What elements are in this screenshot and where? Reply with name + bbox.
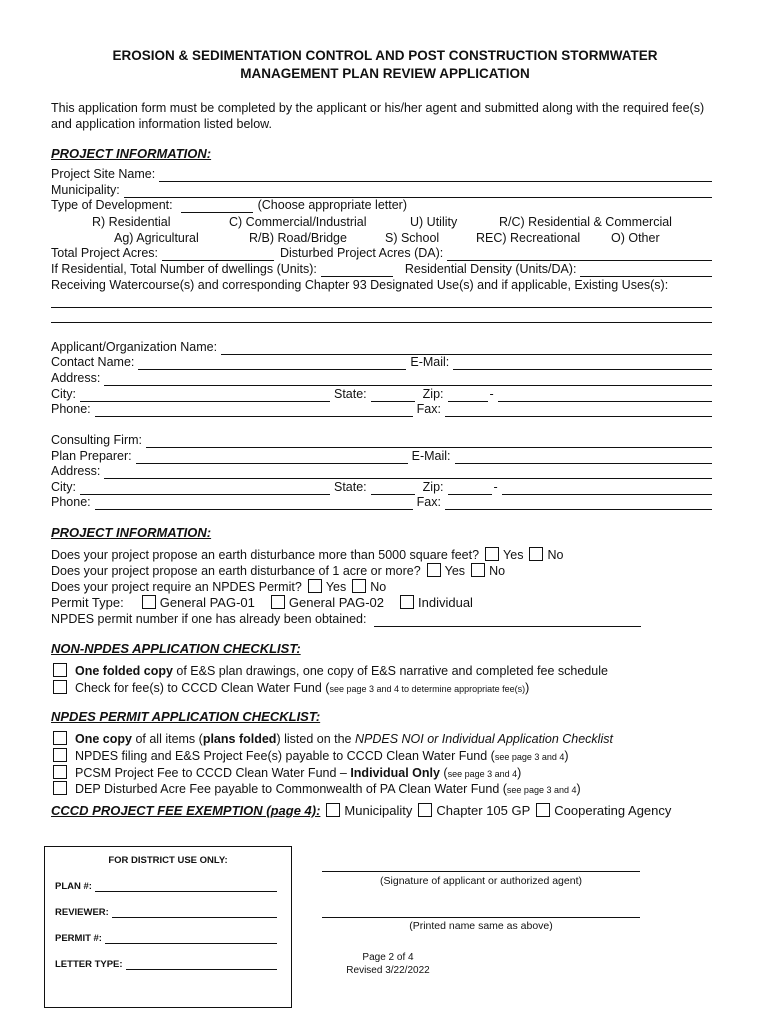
exemption-row <box>51 803 671 818</box>
non-npdes-item-1-text: of E&S plan drawings, one copy of E&S narrative and completed fee schedule <box>172 664 608 678</box>
q2-yes-checkbox[interactable] <box>427 563 441 577</box>
consultant-state-field[interactable] <box>371 483 415 495</box>
consultant-phone-label: Phone: <box>51 495 91 509</box>
district-plan-label: PLAN #: <box>55 881 92 892</box>
npdes-item-3: PCSM Project Fee to CCCD Clean Water Fund – Individual Only (see page 3 and 4) <box>51 765 521 780</box>
project-site-name-label: Project Site Name: <box>51 167 156 181</box>
applicant-phone-row <box>51 402 712 417</box>
intro-paragraph: This application form must be completed by the applicant or his/her agent and submitted along with the required fee(s) and application information listed below. <box>51 101 705 131</box>
consulting-firm-label: Consulting Firm: <box>51 433 142 447</box>
printed-name-field[interactable] <box>322 917 640 918</box>
q3-no-checkbox[interactable] <box>352 579 366 593</box>
project-site-name-field[interactable] <box>159 170 712 182</box>
npdes-heading: NPDES PERMIT APPLICATION CHECKLIST: <box>51 709 321 724</box>
revised-date: Revised 3/22/2022 <box>346 965 430 976</box>
applicant-zip-ext-field[interactable] <box>498 390 712 402</box>
q2-yes-label: Yes <box>444 564 466 578</box>
pag02-checkbox[interactable] <box>271 595 285 609</box>
option-commercial: C) Commercial/Industrial <box>229 215 367 229</box>
printed-name-caption: (Printed name same as above) <box>409 920 553 932</box>
district-plan-row <box>55 881 277 892</box>
plan-preparer-label: Plan Preparer: <box>51 449 132 463</box>
district-use-box <box>44 846 292 1008</box>
non-npdes-item-2 <box>51 680 529 695</box>
q3-row <box>51 579 386 594</box>
applicant-org-row <box>51 340 712 355</box>
npdes-item-1-c: plans folded <box>202 732 277 746</box>
npdes-item-4 <box>51 781 581 796</box>
district-reviewer-field[interactable] <box>112 908 277 918</box>
acres-row <box>51 246 712 261</box>
consultant-zip-label: Zip: <box>422 480 444 494</box>
exemption-municipality-label: Municipality <box>344 803 413 818</box>
disturbed-acres-field[interactable] <box>447 249 712 261</box>
npdes-item-1-b: of all items ( <box>131 732 203 746</box>
applicant-contact-row <box>51 355 712 370</box>
watercourse-field-2[interactable] <box>51 322 712 323</box>
q3-no-label: No <box>370 580 387 594</box>
applicant-zip-field[interactable] <box>448 390 488 402</box>
district-letter-label: LETTER TYPE: <box>55 959 123 970</box>
type-of-development-field[interactable] <box>181 201 253 213</box>
q2-no-checkbox[interactable] <box>471 563 485 577</box>
individual-label: Individual <box>418 595 473 610</box>
npdes-item-4-note: see page 3 and 4 <box>506 785 577 795</box>
q3-label: Does your project require an NPDES Permit? <box>51 580 302 594</box>
q2-row <box>51 563 505 578</box>
consultant-email-label: E-Mail: <box>411 449 451 463</box>
watercourse-field-1[interactable] <box>51 307 712 308</box>
consultant-fax-field[interactable] <box>445 498 712 510</box>
non-npdes-item-2-checkbox[interactable] <box>53 680 67 694</box>
consultant-zip-field[interactable] <box>448 483 492 495</box>
consultant-phone-row <box>51 495 712 510</box>
npdes-item-2 <box>51 748 569 763</box>
applicant-phone-label: Phone: <box>51 402 91 416</box>
applicant-zip-dash: - <box>489 387 494 401</box>
permit-type-row <box>51 595 473 610</box>
q3-yes-label: Yes <box>325 580 347 594</box>
applicant-city-label: City: <box>51 387 76 401</box>
exemption-chapter105-checkbox[interactable] <box>418 803 432 817</box>
district-permit-row <box>55 933 277 944</box>
consultant-state-label: State: <box>334 480 367 494</box>
permit-number-label: NPDES permit number if one has already been obtained: <box>51 612 367 626</box>
district-plan-field[interactable] <box>95 882 277 892</box>
consultant-zip-dash: - <box>493 480 498 494</box>
watercourse-label: Receiving Watercourse(s) and corresponding Chapter 93 Designated Use(s) and if applicable, Existing Uses(s): <box>51 278 669 292</box>
non-npdes-item-2-text: Check for fee(s) to CCCD Clean Water Fund ( <box>75 681 330 695</box>
district-reviewer-label: REVIEWER: <box>55 907 109 918</box>
exemption-chapter105-label: Chapter 105 GP <box>436 803 531 818</box>
npdes-item-2-note: see page 3 and 4 <box>494 752 565 762</box>
applicant-state-label: State: <box>334 387 367 401</box>
district-letter-field[interactable] <box>126 960 277 970</box>
q1-yes-label: Yes <box>503 548 524 562</box>
option-road-bridge: R/B) Road/Bridge <box>249 231 347 245</box>
exemption-cooperating-label: Cooperating Agency <box>554 803 672 818</box>
q1-label: Does your project propose an earth disturbance more than 5000 square feet? <box>51 548 480 562</box>
option-utility: U) Utility <box>410 215 458 229</box>
consultant-email-field[interactable] <box>455 452 712 464</box>
non-npdes-item-2-note: see page 3 and 4 to determine appropriate fee(s) <box>329 684 526 694</box>
npdes-item-1-checkbox[interactable] <box>53 731 67 745</box>
npdes-item-3-note: see page 3 and 4 <box>447 769 518 779</box>
project-info-heading: PROJECT INFORMATION: <box>51 146 212 161</box>
consultant-fax-label: Fax: <box>416 495 441 509</box>
plan-preparer-row <box>51 449 712 464</box>
npdes-item-3-a: PCSM Project Fee to CCCD Clean Water Fund – <box>75 766 351 780</box>
non-npdes-item-1 <box>51 663 608 678</box>
applicant-contact-label: Contact Name: <box>51 355 135 369</box>
npdes-item-2-checkbox[interactable] <box>53 748 67 762</box>
consultant-city-field[interactable] <box>80 483 330 495</box>
type-of-development-label: Type of Development: <box>51 198 173 212</box>
signature-field[interactable] <box>322 871 640 872</box>
consultant-phone-field[interactable] <box>95 498 413 510</box>
npdes-item-2-end: ) <box>564 749 569 763</box>
plan-preparer-field[interactable] <box>136 452 408 464</box>
signature-caption: (Signature of applicant or authorized agent) <box>380 875 582 887</box>
district-reviewer-row <box>55 907 277 918</box>
pag02-label: General PAG-02 <box>288 595 385 610</box>
q1-no-checkbox[interactable] <box>529 547 543 561</box>
npdes-item-2-text: NPDES filing and E&S Project Fee(s) payable to CCCD Clean Water Fund ( <box>75 749 495 763</box>
project-info2-heading: PROJECT INFORMATION: <box>51 525 212 540</box>
exemption-cooperating-checkbox[interactable] <box>536 803 550 817</box>
applicant-org-label: Applicant/Organization Name: <box>51 340 218 354</box>
option-residential: R) Residential <box>92 215 171 229</box>
permit-number-row <box>51 612 641 627</box>
applicant-city-row <box>51 387 712 402</box>
applicant-address-row <box>51 371 712 386</box>
page-number: Page 2 of 4 <box>362 952 414 963</box>
applicant-contact-field[interactable] <box>138 358 406 370</box>
consultant-address-label: Address: <box>51 464 101 478</box>
district-use-title: FOR DISTRICT USE ONLY: <box>108 855 228 866</box>
option-agricultural: Ag) Agricultural <box>114 231 199 245</box>
form-title-line1: EROSION & SEDIMENTATION CONTROL AND POST CONSTRUCTION STORMWATER <box>112 48 658 63</box>
npdes-item-1-d: ) listed on the <box>276 732 355 746</box>
option-other: O) Other <box>611 231 660 245</box>
total-acres-field[interactable] <box>162 249 274 261</box>
non-npdes-item-1-bold: One folded copy <box>75 664 173 678</box>
npdes-item-1-e: NPDES NOI or Individual Application Checklist <box>354 732 613 746</box>
pag01-label: General PAG-01 <box>159 595 255 610</box>
applicant-address-field[interactable] <box>104 374 712 386</box>
q2-label: Does your project propose an earth disturbance of 1 acre or more? <box>51 564 421 578</box>
permit-number-field[interactable] <box>374 615 641 627</box>
applicant-address-label: Address: <box>51 371 101 385</box>
consultant-city-label: City: <box>51 480 76 494</box>
district-permit-field[interactable] <box>105 934 277 944</box>
permit-type-label: Permit Type: <box>51 595 124 610</box>
npdes-item-4-end: ) <box>576 782 581 796</box>
npdes-item-3-b: Individual Only <box>350 766 440 780</box>
type-of-development-row <box>51 198 712 213</box>
exemption-municipality-checkbox[interactable] <box>326 803 340 817</box>
consultant-address-field[interactable] <box>104 467 712 479</box>
applicant-fax-field[interactable] <box>445 405 712 417</box>
dwellings-field[interactable] <box>321 265 393 277</box>
non-npdes-item-1-checkbox[interactable] <box>53 663 67 677</box>
project-site-name-row <box>51 167 712 182</box>
density-label: Residential Density (Units/DA): <box>404 262 577 276</box>
applicant-fax-label: Fax: <box>416 402 441 416</box>
npdes-item-3-checkbox[interactable] <box>53 765 67 779</box>
consultant-address-row <box>51 464 712 479</box>
npdes-item-4-checkbox[interactable] <box>53 781 67 795</box>
non-npdes-heading: NON-NPDES APPLICATION CHECKLIST: <box>51 641 301 656</box>
consulting-firm-field[interactable] <box>146 436 712 448</box>
pag01-checkbox[interactable] <box>142 595 156 609</box>
density-field[interactable] <box>580 265 712 277</box>
total-acres-label: Total Project Acres: <box>51 246 158 260</box>
district-permit-label: PERMIT #: <box>55 933 102 944</box>
type-of-development-hint: (Choose appropriate letter) <box>257 198 407 212</box>
option-school: S) School <box>385 231 440 245</box>
non-npdes-item-2-end: ) <box>525 681 530 695</box>
applicant-state-field[interactable] <box>371 390 415 402</box>
individual-checkbox[interactable] <box>400 595 414 609</box>
q1-no-label: No <box>547 548 564 562</box>
npdes-item-4-text: DEP Disturbed Acre Fee payable to Commonwealth of PA Clean Water Fund ( <box>75 782 507 796</box>
applicant-org-field[interactable] <box>221 343 712 355</box>
consultant-city-row <box>51 480 712 495</box>
q1-yes-checkbox[interactable] <box>485 547 499 561</box>
municipality-label: Municipality: <box>51 183 120 197</box>
applicant-email-label: E-Mail: <box>410 355 450 369</box>
applicant-phone-field[interactable] <box>95 405 413 417</box>
consulting-firm-row <box>51 433 712 448</box>
disturbed-acres-label: Disturbed Project Acres (DA): <box>280 246 444 260</box>
municipality-row <box>51 183 712 198</box>
applicant-email-field[interactable] <box>453 358 712 370</box>
form-title-line2: MANAGEMENT PLAN REVIEW APPLICATION <box>240 66 530 81</box>
option-residential-commercial: R/C) Residential & Commercial <box>499 215 672 229</box>
option-recreational: REC) Recreational <box>476 231 581 245</box>
dwellings-label: If Residential, Total Number of dwellings (Units): <box>51 262 317 276</box>
dwellings-row <box>51 262 712 277</box>
municipality-field[interactable] <box>124 186 712 198</box>
exemption-label: CCCD PROJECT FEE EXEMPTION (page 4): <box>51 803 321 818</box>
applicant-zip-label: Zip: <box>422 387 444 401</box>
npdes-item-3-end: ) <box>517 766 522 780</box>
q2-no-label: No <box>489 564 506 578</box>
applicant-city-field[interactable] <box>80 390 330 402</box>
consultant-zip-ext-field[interactable] <box>502 483 712 495</box>
district-letter-row <box>55 959 277 970</box>
q3-yes-checkbox[interactable] <box>308 579 322 593</box>
q1-row <box>51 547 563 562</box>
npdes-item-1-a: One copy <box>75 732 132 746</box>
npdes-item-1 <box>51 731 613 746</box>
